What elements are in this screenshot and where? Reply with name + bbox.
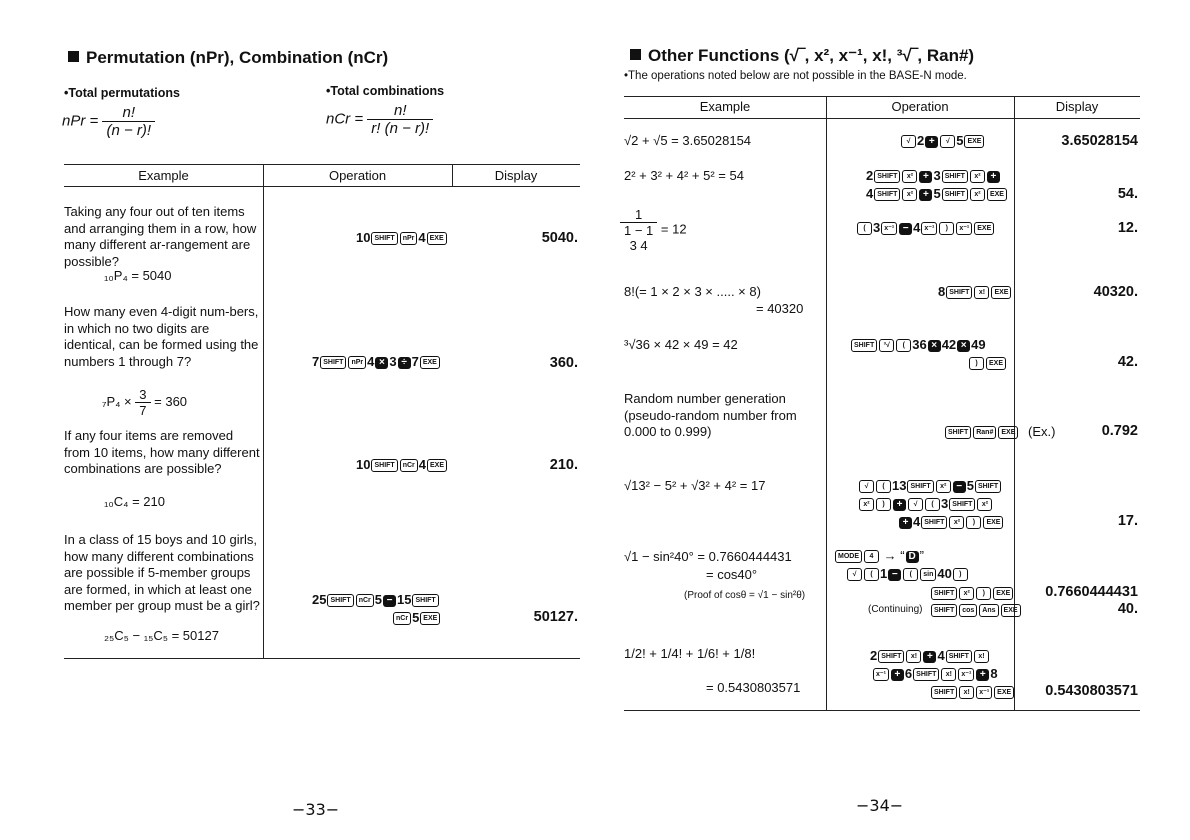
example-text: If any four items are removed from 10 items, how many different combinations are possible? (64, 428, 260, 476)
display-value: 40320. (1093, 284, 1138, 300)
shift-key-icon: SHIFT (412, 594, 438, 607)
example-text: = 0.5430803571 (706, 680, 801, 695)
sqrt-key-icon: √ (847, 568, 862, 581)
operation-keys: 25 SHIFT nCr 5 − 15 SHIFT (312, 592, 440, 607)
plus-key-icon: + (919, 189, 932, 201)
four-key-icon: 4 (864, 550, 879, 563)
shift-key-icon: SHIFT (327, 594, 353, 607)
operation-keys: 4 SHIFT x² + 5 SHIFT x² EXE (866, 186, 1008, 201)
display-value: 42. (1117, 354, 1138, 370)
shift-key-icon: SHIFT (851, 339, 877, 352)
shift-key-icon: SHIFT (931, 587, 957, 600)
table-top-rule (624, 96, 1140, 97)
exe-key-icon: EXE (987, 188, 1007, 201)
ncr-key-icon: nCr (393, 612, 411, 625)
shift-key-icon: SHIFT (931, 604, 957, 617)
close-paren-key-icon: ) (876, 498, 891, 511)
operation-keys: 8 SHIFT x! EXE (938, 284, 1012, 299)
close-paren-key-icon: ) (953, 568, 968, 581)
open-paren-key-icon: ( (876, 480, 891, 493)
operation-keys (968, 355, 1007, 370)
example-text: = cos40° (706, 567, 758, 582)
shift-key-icon: SHIFT (975, 480, 1001, 493)
table-header-rule (64, 186, 580, 187)
open-paren-key-icon: ( (864, 568, 879, 581)
exe-key-icon: EXE (983, 516, 1003, 529)
left-page-title: Permutation (nPr), Combination (nCr) (68, 48, 388, 68)
exe-key-icon: EXE (993, 587, 1013, 600)
perm-formula: nPr = $\frac{n!}{(n - r)!}$ (62, 104, 155, 139)
random-key-icon: Ran# (973, 426, 996, 439)
operation-keys: 2 SHIFT x² + 3 SHIFT x² + (866, 168, 1001, 183)
factorial-key-icon: x! (941, 668, 956, 681)
proof-note: (Proof of cosθ = √1 − sin²θ) (684, 590, 806, 601)
plus-key-icon: + (987, 171, 1000, 183)
x-squared-key-icon: x² (970, 188, 985, 201)
operation-keys (944, 424, 1019, 439)
header-example: Example (138, 168, 189, 183)
multiply-key-icon: × (375, 357, 388, 369)
comb-label: •Total combinations (326, 84, 445, 98)
header-display: Display (494, 168, 538, 183)
divide-key-icon: ÷ (398, 357, 411, 369)
continuing-note: (Continuing) (868, 604, 923, 615)
shift-key-icon: SHIFT (874, 188, 900, 201)
ncr-key-icon: nCr (356, 594, 374, 607)
comb-formula: nCr = $\frac{n!}{r! (n - r)!}$ (326, 102, 433, 137)
shift-key-icon: SHIFT (942, 170, 968, 183)
operation-keys: √ 2 + √ 5 EXE (900, 133, 985, 148)
npr-key-icon: nPr (348, 356, 366, 369)
plus-key-icon: + (891, 669, 904, 681)
display-value: 3.65028154 (1061, 133, 1138, 149)
shift-key-icon: SHIFT (921, 516, 947, 529)
operation-keys: √ ( 13 SHIFT x² − 5 SHIFT (858, 478, 1002, 493)
minus-key-icon: − (899, 223, 912, 235)
plus-key-icon: + (925, 136, 938, 148)
example-text: How many even 4-digit num-bers, in which no two digits are identical, can be formed using the numbers 1 through 7? (64, 304, 259, 369)
shift-key-icon: SHIFT (878, 650, 904, 663)
example-text: 1/2! + 1/4! + 1/6! + 1/8! (624, 646, 756, 661)
exe-key-icon: EXE (964, 135, 984, 148)
exe-key-icon: EXE (974, 222, 994, 235)
reciprocal-key-icon: x⁻¹ (881, 222, 897, 235)
example-text: In a class of 15 boys and 10 girls, how many different combinations are possible if 5-member groups are formed, in which at least one member per group must be a girl? (64, 532, 260, 613)
plus-key-icon: + (893, 499, 906, 511)
example-text: 8!(= 1 × 2 × 3 × ..... × 8) (624, 284, 761, 299)
operation-keys: ( 3 x⁻¹ − 4 x⁻¹ ) x⁻¹ EXE (856, 220, 995, 235)
display-value: 40. (1117, 601, 1138, 617)
square-bullet-icon (68, 51, 79, 62)
shift-key-icon: SHIFT (945, 426, 971, 439)
shift-key-icon: SHIFT (907, 480, 933, 493)
open-paren-key-icon: ( (903, 568, 918, 581)
right-page-title: Other Functions (√‾, x², x⁻¹, x!, ³√‾, Ran#) (630, 46, 974, 66)
example-text: √2 + √5 = 3.65028154 (624, 133, 752, 148)
display-value: 0.7660444431 (1045, 584, 1138, 600)
sin-key-icon: sin (920, 568, 936, 581)
cos-key-icon: cos (959, 604, 977, 617)
ans-key-icon: Ans (979, 604, 998, 617)
page-number: −33− (292, 800, 340, 819)
example-text: Random number generation (pseudo-random number from 0.000 to 0.999) (624, 391, 797, 439)
multiply-key-icon: × (957, 340, 970, 352)
display-value: 17. (1117, 513, 1138, 529)
x-squared-key-icon: x² (970, 170, 985, 183)
exe-key-icon: EXE (427, 459, 447, 472)
perm-label: •Total permutations (64, 86, 180, 100)
x-squared-key-icon: x² (977, 498, 992, 511)
operation-keys: x⁻¹ + 6 SHIFT x! x⁻¹ + 8 (872, 666, 998, 681)
example-result: ₁₀C₄ = 210 (104, 494, 165, 509)
display-value: 0.5430803571 (1045, 683, 1138, 699)
sqrt-key-icon: √ (901, 135, 916, 148)
example-result: ₇P₄ × $\frac{3}{7}$ = 360 (102, 387, 188, 418)
x-squared-key-icon: x² (859, 498, 874, 511)
header-operation: Operation (891, 99, 949, 114)
reciprocal-key-icon: x⁻¹ (873, 668, 889, 681)
exe-key-icon: EXE (994, 686, 1014, 699)
table-bottom-rule (624, 710, 1140, 711)
operation-keys: 7 SHIFT nPr 4 × 3 ÷ 7 EXE (312, 354, 441, 369)
shift-key-icon: SHIFT (949, 498, 975, 511)
exe-key-icon: EXE (420, 356, 440, 369)
operation-keys (930, 585, 1014, 600)
display-value: 50127. (533, 609, 578, 625)
table-header-rule (624, 118, 1140, 119)
display-value: 54. (1117, 186, 1138, 202)
col-divider (826, 96, 827, 710)
sqrt-key-icon: √ (940, 135, 955, 148)
exe-key-icon: EXE (991, 286, 1011, 299)
sqrt-key-icon: √ (908, 498, 923, 511)
exe-key-icon: EXE (986, 357, 1006, 370)
shift-key-icon: SHIFT (946, 286, 972, 299)
x-squared-key-icon: x² (902, 170, 917, 183)
plus-key-icon: + (919, 171, 932, 183)
plus-key-icon: + (976, 669, 989, 681)
display-value: 360. (549, 355, 578, 371)
factorial-key-icon: x! (974, 286, 989, 299)
example-text: = 40320 (756, 301, 804, 316)
degree-indicator-icon: D (906, 551, 919, 563)
shift-key-icon: SHIFT (942, 188, 968, 201)
reciprocal-key-icon: x⁻¹ (921, 222, 937, 235)
table-top-rule (64, 164, 580, 165)
operation-keys: MODE 4 → “ D ” (834, 548, 924, 563)
exe-key-icon: EXE (420, 612, 440, 625)
operation-keys: nCr 5 EXE (392, 610, 441, 625)
shift-key-icon: SHIFT (371, 459, 397, 472)
x-squared-key-icon: x² (949, 516, 964, 529)
operation-keys: √ ( 1 − ( sin 40 ) (846, 566, 969, 581)
open-paren-key-icon: ( (857, 222, 872, 235)
operation-keys (930, 684, 1015, 699)
header-display: Display (1055, 99, 1099, 114)
factorial-key-icon: x! (906, 650, 921, 663)
shift-key-icon: SHIFT (371, 232, 397, 245)
operation-keys: 10 SHIFT nCr 4 EXE (356, 457, 448, 472)
reciprocal-key-icon: x⁻¹ (976, 686, 992, 699)
display-prefix: (Ex.) (1028, 424, 1056, 439)
header-example: Example (699, 99, 751, 114)
ncr-key-icon: nCr (400, 459, 418, 472)
example-result: ₂₅C₅ − ₁₅C₅ = 50127 (104, 628, 219, 643)
operation-keys: 2 SHIFT x! + 4 SHIFT x! (870, 648, 990, 663)
example-text: √1 − sin²40° = 0.7660444431 (624, 549, 792, 564)
factorial-key-icon: x! (974, 650, 989, 663)
operation-keys (930, 602, 1022, 617)
shift-key-icon: SHIFT (320, 356, 346, 369)
minus-key-icon: − (888, 569, 901, 581)
minus-key-icon: − (383, 595, 396, 607)
exe-key-icon: EXE (427, 232, 447, 245)
shift-key-icon: SHIFT (931, 686, 957, 699)
shift-key-icon: SHIFT (874, 170, 900, 183)
reciprocal-key-icon: x⁻¹ (956, 222, 972, 235)
display-value: 12. (1117, 220, 1138, 236)
base-n-note: •The operations noted below are not possible in the BASE-N mode. (624, 70, 967, 82)
factorial-key-icon: x! (959, 686, 974, 699)
exe-key-icon: EXE (1001, 604, 1021, 617)
shift-key-icon: SHIFT (913, 668, 939, 681)
example-text: 1 1 − 1 3 4 = 12 (620, 207, 687, 253)
close-paren-key-icon: ) (976, 587, 991, 600)
example-text: √13² − 5² + √3² + 4² = 17 (624, 478, 766, 493)
operation-keys: SHIFT ³√ ( 36 × 42 × 49 (850, 337, 986, 352)
plus-key-icon: + (899, 517, 912, 529)
sqrt-key-icon: √ (859, 480, 874, 493)
header-operation: Operation (328, 168, 387, 183)
example-text: Taking any four out of ten items and arranging them in a row, how many different ar-rangement are possible? (64, 204, 257, 269)
operation-keys: + 4 SHIFT x² ) EXE (898, 514, 1004, 529)
close-paren-key-icon: ) (966, 516, 981, 529)
operation-keys: x² ) + √ ( 3 SHIFT x² (858, 496, 993, 511)
display-value: 0.792 (1101, 423, 1138, 439)
multiply-key-icon: × (928, 340, 941, 352)
page-number: −34− (856, 796, 904, 815)
close-paren-key-icon: ) (939, 222, 954, 235)
display-value: 210. (549, 457, 578, 473)
example-result: ₁₀P₄ = 5040 (104, 268, 172, 283)
mode-key-icon: MODE (835, 550, 862, 563)
cube-root-key-icon: ³√ (879, 339, 894, 352)
x-squared-key-icon: x² (902, 188, 917, 201)
col-divider (1014, 96, 1015, 710)
reciprocal-key-icon: x⁻¹ (958, 668, 974, 681)
square-bullet-icon (630, 49, 641, 60)
x-squared-key-icon: x² (936, 480, 951, 493)
table-bottom-rule (64, 658, 580, 659)
shift-key-icon: SHIFT (946, 650, 972, 663)
open-paren-key-icon: ( (896, 339, 911, 352)
close-paren-key-icon: ) (969, 357, 984, 370)
minus-key-icon: − (953, 481, 966, 493)
display-value: 5040. (541, 230, 578, 246)
example-text: 2² + 3² + 4² + 5² = 54 (624, 168, 744, 183)
x-squared-key-icon: x² (959, 587, 974, 600)
operation-keys: 10 SHIFT nPr 4 EXE (356, 230, 448, 245)
npr-key-icon: nPr (400, 232, 418, 245)
example-text: ³√36 × 42 × 49 = 42 (624, 337, 738, 352)
exe-key-icon: EXE (998, 426, 1018, 439)
open-paren-key-icon: ( (925, 498, 940, 511)
plus-key-icon: + (923, 651, 936, 663)
